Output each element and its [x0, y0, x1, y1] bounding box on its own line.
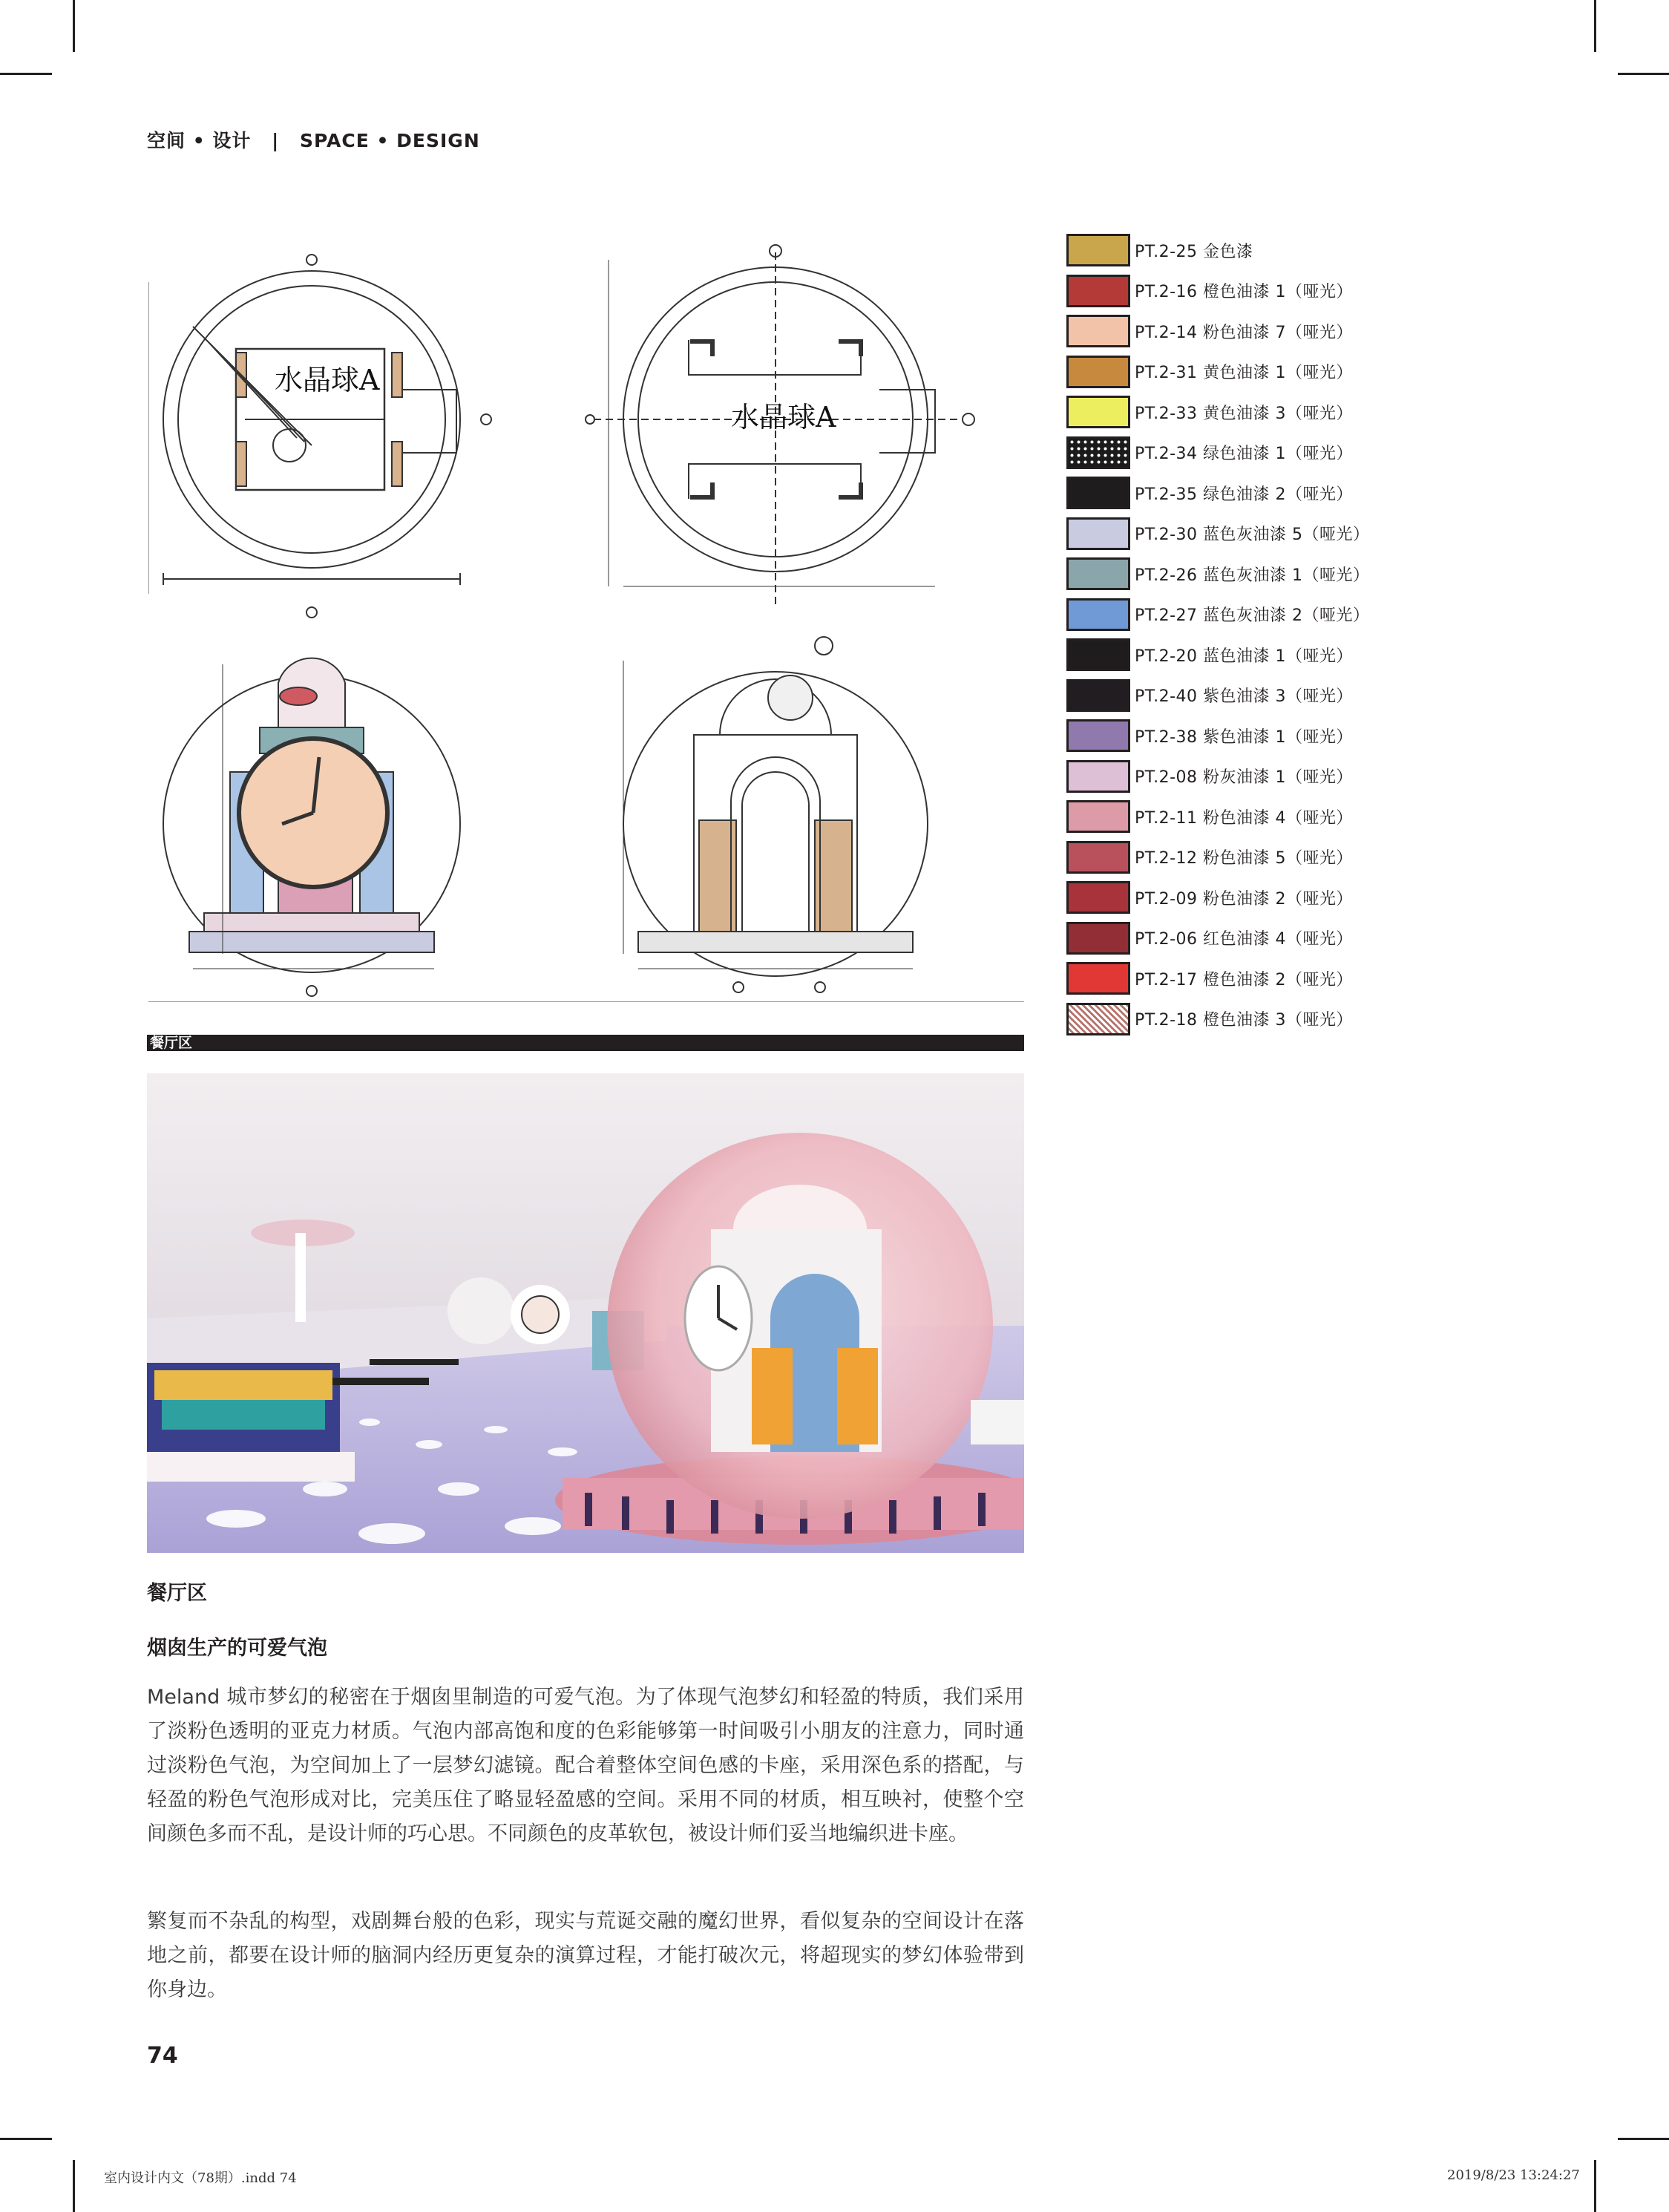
- crop-mark: [1618, 73, 1669, 75]
- article-subhead: 烟囱生产的可爱气泡: [147, 1637, 327, 1660]
- swatch-row: [1066, 958, 1353, 998]
- header-left: 空间 • 设计: [147, 130, 252, 151]
- swatch-label: PT.2-40 紫色油漆 3（哑光）: [1135, 687, 1354, 706]
- swatch-color: [1066, 477, 1130, 509]
- swatch-color: [1066, 315, 1130, 347]
- swatch-color: [1066, 436, 1130, 469]
- swatch-color: [1066, 234, 1130, 266]
- swatch-row: [1066, 230, 1253, 270]
- swatch-color: [1066, 841, 1130, 874]
- drawing-label-a: 水晶球A: [275, 364, 380, 396]
- swatch-row: [1066, 918, 1353, 958]
- swatch-row: [1066, 635, 1353, 675]
- swatch-color: [1066, 598, 1130, 631]
- swatch-label: PT.2-35 绿色油漆 2（哑光）: [1135, 485, 1354, 504]
- header-right: SPACE • DESIGN: [299, 130, 480, 151]
- swatch-label: PT.2-20 蓝色油漆 1（哑光）: [1135, 647, 1354, 666]
- swatch-row: [1066, 311, 1353, 351]
- swatch-color: [1066, 517, 1130, 550]
- swatch-label: PT.2-08 粉灰油漆 1（哑光）: [1135, 768, 1354, 787]
- technical-drawing: [148, 238, 1024, 1002]
- swatch-label: PT.2-09 粉色油漆 2（哑光）: [1135, 889, 1354, 909]
- swatch-label: PT.2-17 橙色油漆 2（哑光）: [1135, 970, 1354, 989]
- swatch-row: [1066, 837, 1353, 877]
- page-number: 74: [147, 2043, 178, 2069]
- swatch-color: [1066, 800, 1130, 833]
- swatch-label: PT.2-16 橙色油漆 1（哑光）: [1135, 283, 1354, 301]
- photo-caption: 餐厅区: [147, 1582, 207, 1605]
- swatch-label: PT.2-33 黄色油漆 3（哑光）: [1135, 404, 1354, 423]
- swatch-label: PT.2-14 粉色油漆 7（哑光）: [1135, 323, 1354, 342]
- crop-mark: [73, 0, 75, 52]
- swatch-row: [1066, 433, 1353, 473]
- swatch-label: PT.2-06 红色油漆 4（哑光）: [1135, 930, 1354, 949]
- swatch-color: [1066, 679, 1130, 712]
- swatch-label: PT.2-11 粉色油漆 4（哑光）: [1135, 808, 1354, 828]
- swatch-row: [1066, 877, 1353, 917]
- paragraph-1: Meland 城市梦幻的秘密在于烟囱里制造的可爱气泡。为了体现气泡梦幻和轻盈的特质，我们采用了淡粉色透明的亚克力材质。气泡内部高饱和度的色彩能够第一时间吸引小朋友的注意力，同时通过淡粉色气泡，为空间加上了一层梦幻滤镜。配合着整体空间色感的卡座，采用深色系的搭配，与轻盈的粉色气泡形成对比，完美压住了略显轻盈感的空间。采用不同的材质，相互映衬，使整个空间颜色多而不乱，是设计师的巧心思。不同颜色的皮革软包，被设计师们妥当地编织进卡座。: [147, 1686, 1024, 1845]
- swatch-label: PT.2-27 蓝色灰油漆 2（哑光）: [1135, 606, 1370, 625]
- swatch-row: [1066, 595, 1370, 635]
- footer-file: 室内设计内文（78期）.indd 74: [104, 2170, 297, 2186]
- swatch-color: [1066, 396, 1130, 428]
- swatch-color: [1066, 760, 1130, 793]
- swatch-row: [1066, 756, 1353, 796]
- swatch-row: [1066, 716, 1353, 756]
- swatch-row: [1066, 514, 1370, 554]
- swatch-label: PT.2-38 紫色油漆 1（哑光）: [1135, 727, 1354, 747]
- crop-mark: [1594, 0, 1596, 52]
- crop-mark: [1594, 2160, 1596, 2212]
- swatch-color: [1066, 275, 1130, 307]
- header-separator: |: [272, 130, 280, 151]
- swatch-row: [1066, 554, 1370, 594]
- crop-mark: [0, 2138, 52, 2140]
- swatch-row: [1066, 999, 1353, 1039]
- swatch-label: PT.2-30 蓝色灰油漆 5（哑光）: [1135, 526, 1370, 544]
- swatch-color: [1066, 922, 1130, 955]
- swatch-label: PT.2-31 黄色油漆 1（哑光）: [1135, 364, 1354, 382]
- swatch-row: [1066, 675, 1353, 716]
- footer-timestamp: 2019/8/23 13:24:27: [1447, 2167, 1580, 2183]
- crop-mark: [0, 73, 52, 75]
- swatch-color: [1066, 962, 1130, 995]
- swatch-color: [1066, 719, 1130, 752]
- swatch-color: [1066, 881, 1130, 914]
- crop-mark: [1618, 2138, 1669, 2140]
- swatch-label: PT.2-25 金色漆: [1135, 242, 1253, 261]
- photo-svg: [147, 1073, 1024, 1553]
- swatch-label: PT.2-26 蓝色灰油漆 1（哑光）: [1135, 566, 1370, 585]
- swatch-row: [1066, 271, 1353, 311]
- swatch-color: [1066, 356, 1130, 388]
- drawing-label-b: 水晶球A: [731, 401, 836, 433]
- drawing-svg: [148, 238, 1024, 1002]
- swatch-row: [1066, 473, 1353, 513]
- crop-mark: [73, 2160, 75, 2212]
- swatch-row: [1066, 352, 1353, 392]
- section-bar: 餐厅区: [147, 1035, 1024, 1051]
- swatch-color: [1066, 638, 1130, 671]
- swatch-color: [1066, 1003, 1130, 1035]
- restaurant-photo: [147, 1073, 1024, 1553]
- swatch-label: PT.2-12 粉色油漆 5（哑光）: [1135, 849, 1354, 868]
- paragraph-2: 繁复而不杂乱的构型，戏剧舞台般的色彩，现实与荒诞交融的魔幻世界，看似复杂的空间设计在落地之前，都要在设计师的脑洞内经历更复杂的演算过程，才能打破次元，将超现实的梦幻体验带到你身边。: [147, 1910, 1024, 2001]
- running-header: [147, 126, 480, 153]
- swatch-color: [1066, 557, 1130, 590]
- swatch-row: [1066, 796, 1353, 837]
- swatch-row: [1066, 392, 1353, 432]
- swatch-label: PT.2-34 绿色油漆 1（哑光）: [1135, 445, 1354, 463]
- swatch-label: PT.2-18 橙色油漆 3（哑光）: [1135, 1011, 1354, 1030]
